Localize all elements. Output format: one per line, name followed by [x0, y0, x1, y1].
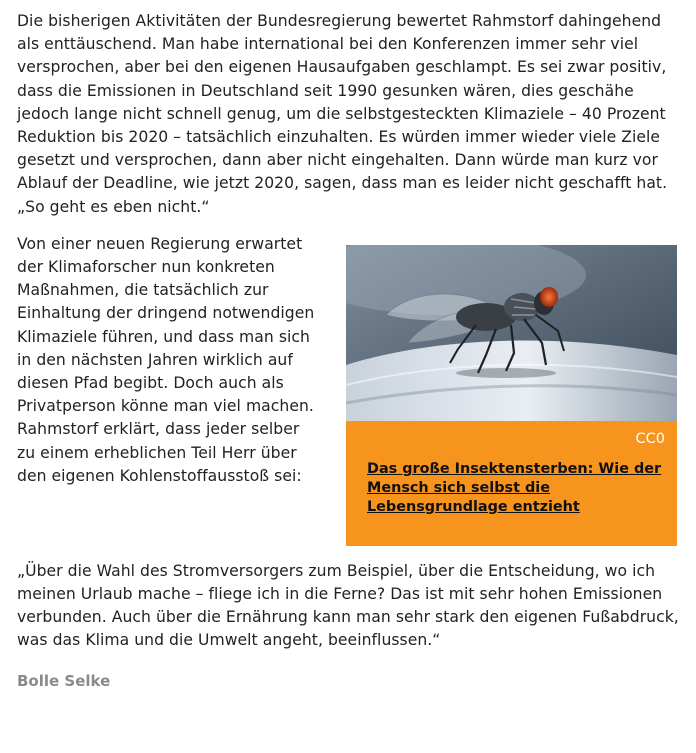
article-paragraph-3: „Über die Wahl des Stromversorgers zum Beispiel, über die Entscheidung, wo ich meinen Urlaub mache – fliege ich in die Ferne? Das ist mit sehr hohen Emissionen verbunden. Auch über die Ernährung kann man sehr stark den eigenen Fußabdruck, was das Klima und die Umwelt angeht, beeinflussen.“ [17, 561, 679, 650]
related-article-teaser[interactable] [346, 245, 677, 546]
article-body [17, 10, 682, 690]
image-credit: CC0 [635, 430, 665, 447]
teaser-link[interactable]: Das große Insektensterben: Wie der Mensch sich selbst die Lebensgrundlage entzieht [367, 460, 662, 515]
author-name: Bolle Selke [17, 671, 111, 690]
article-paragraph-1: Die bisherigen Aktivitäten der Bundesregierung bewertet Rahmstorf dahingehend als enttäuschend. Man habe international bei den Konferenzen immer sehr viel versprochen, aber bei den eigenen Hausaufgaben geschlampt. Es sei zwar positiv, dass die Emissionen in Deutschland seit 1990 gesunken wären, dies geschähe jedoch lange nicht schnell genug, um die selbstgesteckten Klimaziele – 40 Prozent Reduktion bis 2020 – tatsächlich einzuhalten. Es würden immer wieder viele Ziele gesetzt und versprochen, dann aber nicht eingehalten. Dann würde man kurz vor Ablauf der Deadline, wie jetzt 2020, sagen, dass man es leider nicht geschafft hat. „So geht es eben nicht.“ [17, 12, 668, 216]
fly-photo-icon[interactable] [346, 245, 677, 421]
article-paragraph-2: Von einer neuen Regierung erwartet der Klimaforscher nun konkreten Maßnahmen, die tatsächlich zur Einhaltung der dringend notwendigen Klimaziele führen, und dass man sich in den nächsten Jahren wirklich auf diesen Pfad begibt. Doch auch als Privatperson könne man viel machen. Rahmstorf erklärt, dass jeder selber zu einem erheblichen Teil Herr über den eigenen Kohlenstoffausstoß sei: [17, 234, 315, 485]
paragraph-with-teaser [17, 233, 682, 549]
